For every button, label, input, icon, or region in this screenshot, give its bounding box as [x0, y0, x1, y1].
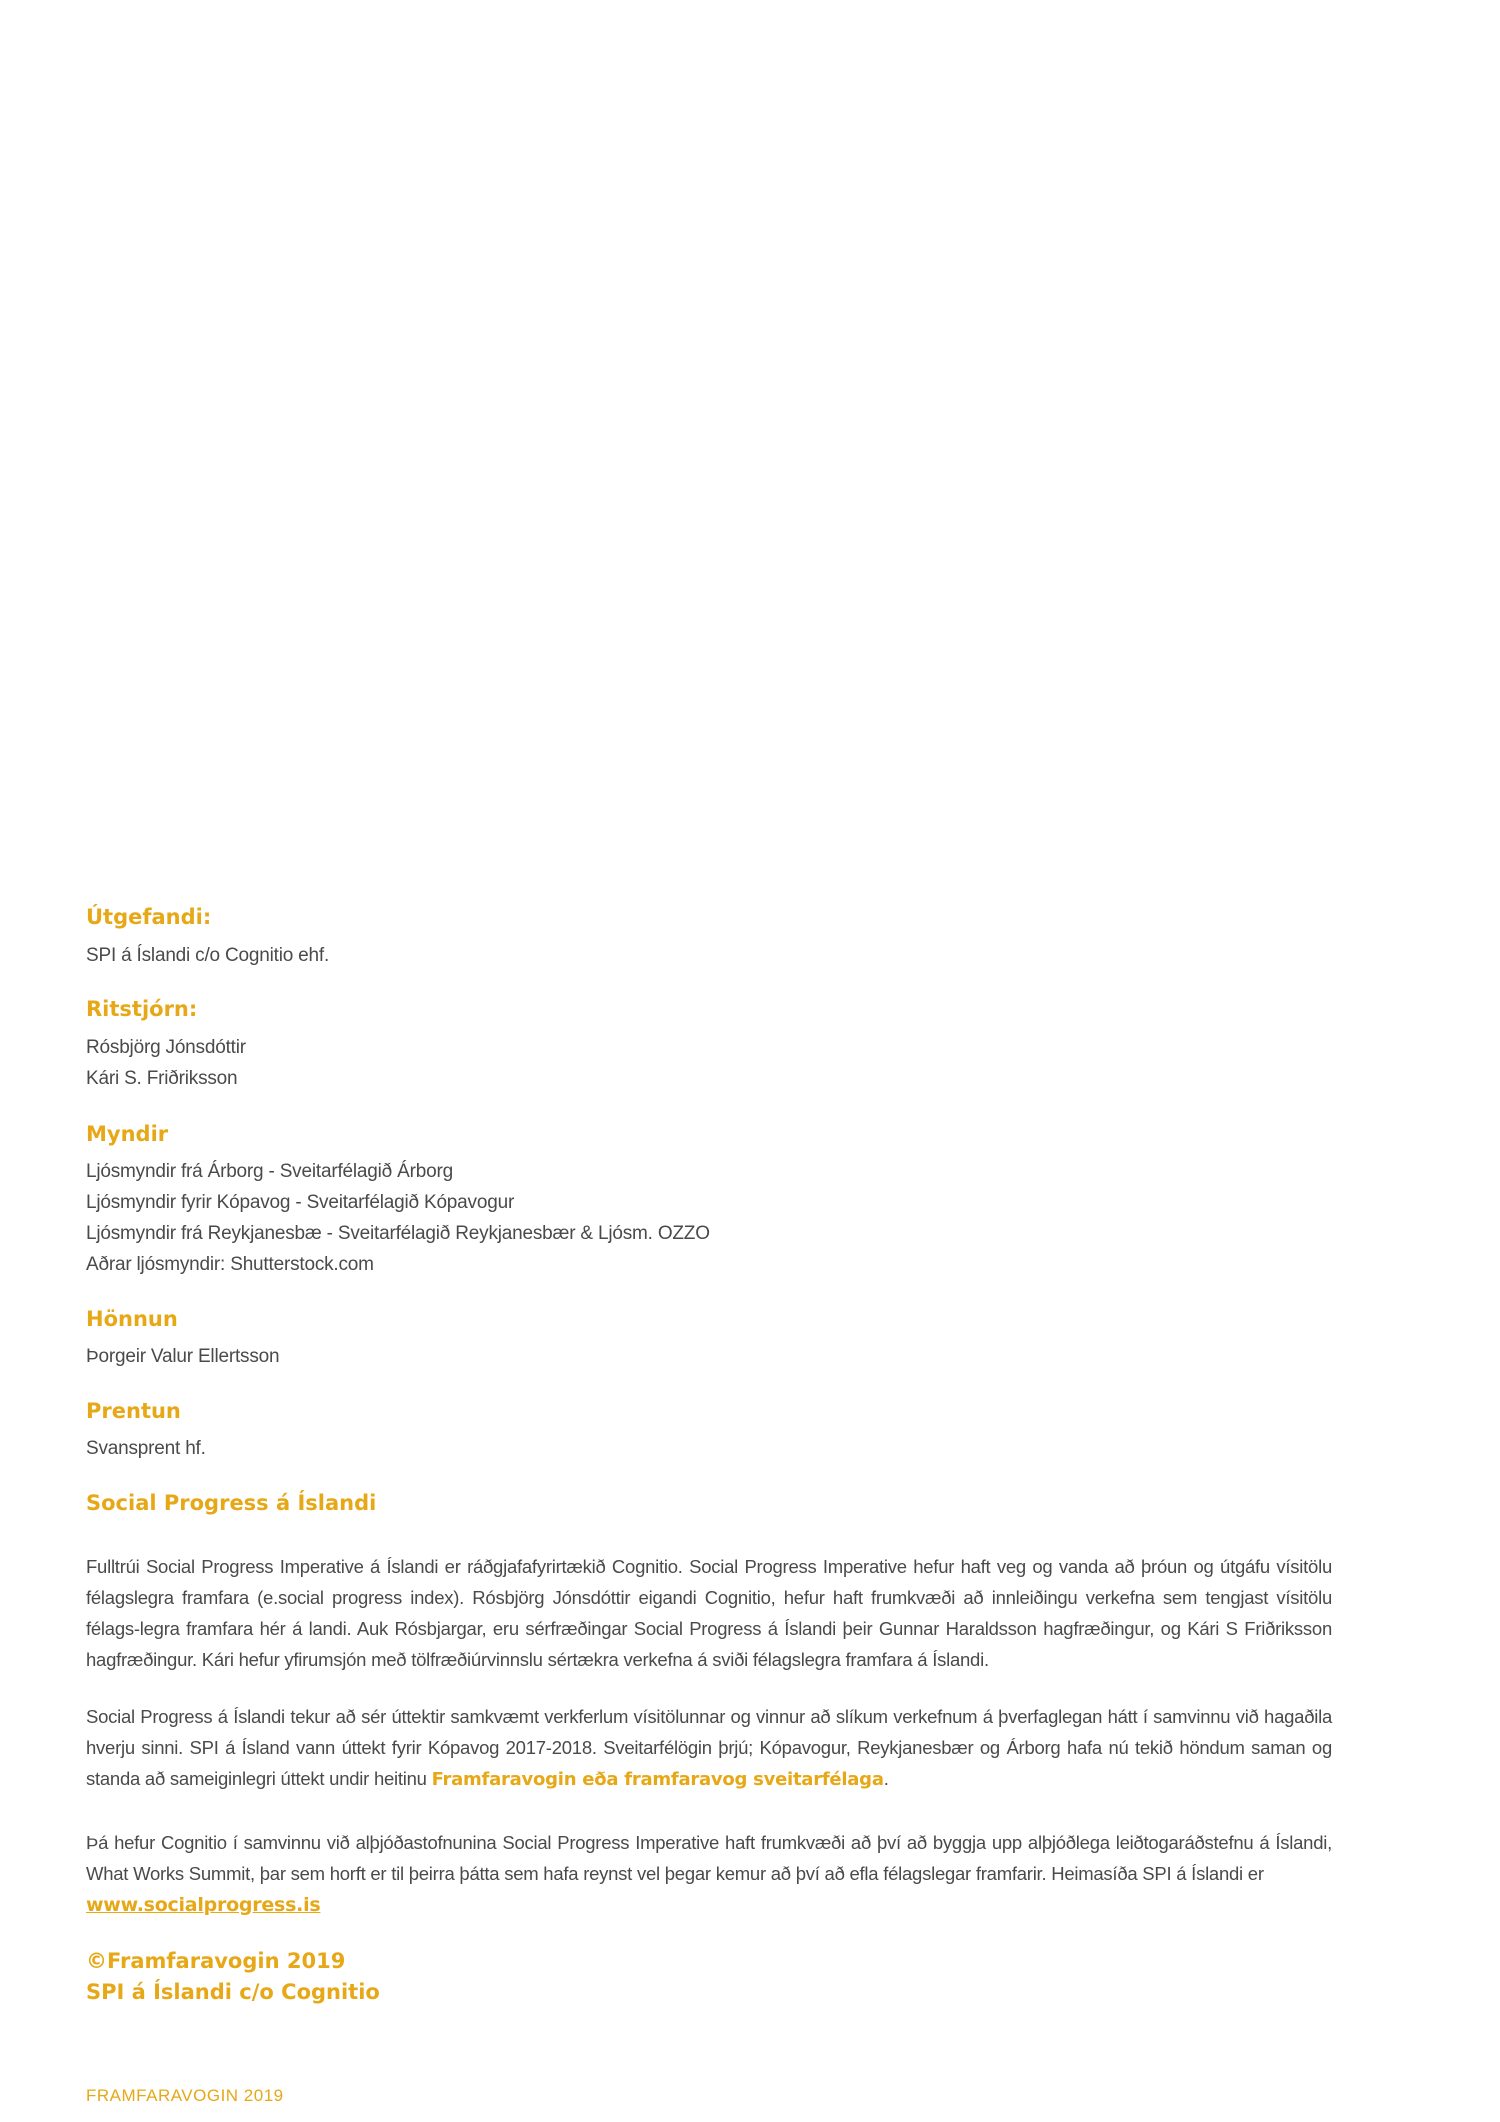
running-footer: FRAMFARAVOGIN 2019	[86, 2086, 284, 2105]
design-heading: Hönnun	[86, 1307, 178, 1331]
photo-credit-line: Ljósmyndir fyrir Kópavog - Sveitarfélagið Kópavogur	[86, 1192, 515, 1213]
printing-lines	[86, 1433, 206, 1464]
editor-line: Kári S. Friðriksson	[86, 1068, 238, 1089]
photo-credit-line: Ljósmyndir frá Árborg - Sveitarfélagið Árborg	[86, 1161, 453, 1182]
photos-heading: Myndir	[86, 1122, 169, 1146]
photos-lines	[86, 1156, 710, 1280]
colophon-page	[86, 0, 1332, 2122]
printing-heading: Prentun	[86, 1399, 181, 1423]
editors-lines	[86, 1032, 246, 1094]
about-paragraph-1: Fulltrúi Social Progress Imperative á Íslandi er ráðgjafafyrirtækið Cognitio. Social Progress Imperative hefur haft veg og vanda að þróun og útgáfu vísitölu félagslegra framfara (e.social progress index). Rósbjörg Jónsdóttir eigandi Cognitio, hefur haft frumkvæði að innleiðingu verkefna sem tengjast vísitölu félags-legra framfara hér á landi. Auk Rósbjargar, eru sérfræðingar Social Progress á Íslandi þeir Gunnar Haraldsson hagfræðingur, og Kári S Friðriksson hagfræðingur. Kári hefur yfirumsjón með tölfræðiúrvinnslu sértækra verkefna á sviði félagslegra framfara á Íslandi.	[86, 1556, 1332, 1670]
website-link[interactable]: www.socialprogress.is	[86, 1894, 321, 1916]
about-paragraph-2-end: .	[883, 1768, 889, 1789]
about-paragraph-2-text: Social Progress á Íslandi tekur að sér úttektir samkvæmt verkferlum vísitölunnar og vinnur að slíkum verkefnum á þverfaglegan hátt í samvinnu við hagaðila hverju sinni. SPI á Ísland vann úttekt fyrir Kópavog 2017-2018. Sveitarfélögin þrjú; Kópavogur, Reykjanesbær og Árborg hafa nú tekið höndum saman og standa að sameiginlegri úttekt undir heitinu	[86, 1706, 1332, 1789]
design-lines	[86, 1341, 279, 1372]
designer-line: Þorgeir Valur Ellertsson	[86, 1346, 280, 1367]
framfaravogin-highlight: Framfaravogin eða framfaravog sveitarfélaga	[431, 1769, 884, 1790]
photo-credit-line: Ljósmyndir frá Reykjanesbæ - Sveitarfélagið Reykjanesbær & Ljósm. OZZO	[86, 1223, 710, 1244]
photo-credit-line: Aðrar ljósmyndir: Shutterstock.com	[86, 1254, 374, 1275]
about-paragraph-3	[86, 1827, 1332, 1921]
publisher-heading: Útgefandi:	[86, 905, 212, 929]
about-paragraph-3-text: Þá hefur Cognitio í samvinnu við alþjóðastofnunina Social Progress Imperative haft frumkvæði að því að byggja upp alþjóðlega leiðtogaráðstefnu á Íslandi, What Works Summit, þar sem horft er til þeirra þátta sem hafa reynst vel þegar kemur að því að efla félagslegar framfarir. Heimasíða SPI á Íslandi er	[86, 1832, 1332, 1884]
publisher-line: SPI á Íslandi c/o Cognitio ehf.	[86, 945, 330, 966]
copyright-line: ©Framfaravogin 2019	[86, 1949, 346, 1973]
printer-line: Svansprent hf.	[86, 1438, 206, 1459]
about-heading: Social Progress á Íslandi	[86, 1491, 377, 1515]
about-paragraph-2	[86, 1701, 1332, 1795]
editors-heading: Ritstjórn:	[86, 997, 198, 1021]
editor-line: Rósbjörg Jónsdóttir	[86, 1037, 246, 1058]
publisher-lines	[86, 940, 329, 971]
copyright-publisher-line: SPI á Íslandi c/o Cognitio	[86, 1980, 380, 2004]
